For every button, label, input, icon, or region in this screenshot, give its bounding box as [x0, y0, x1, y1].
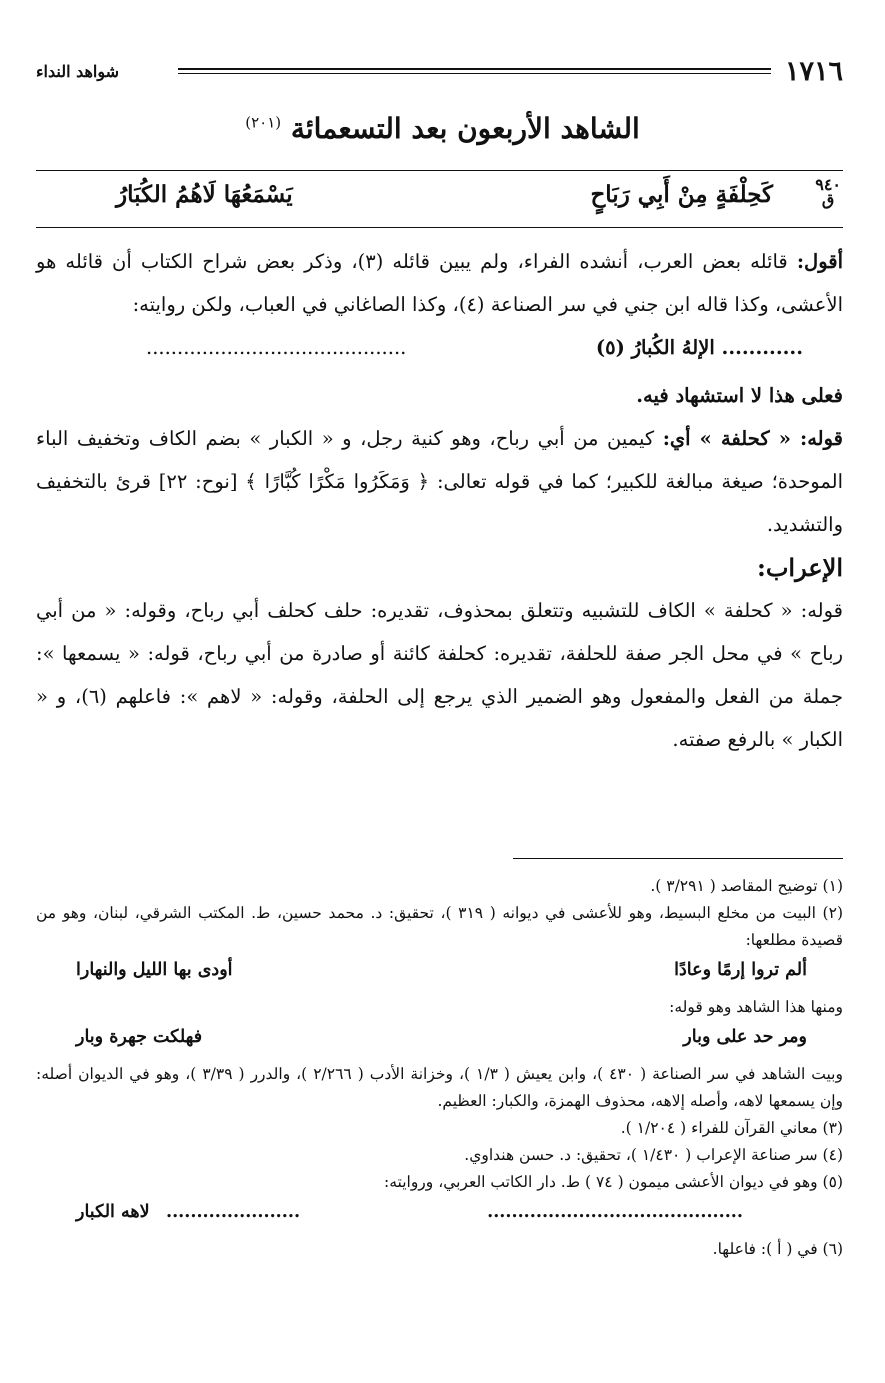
paragraph-1 — [36, 240, 843, 326]
footnote-2-verse-2a: ومر حد على وبار — [683, 1027, 807, 1047]
footnote-2-verse-2 — [36, 1021, 843, 1061]
paragraph-4: قوله: « كحلفة » الكاف للتشبيه وتتعلق بمحذوف، تقديره: حلف كحلف أبي رباح، وقوله: « من أبي رباح » في محل الجر صفة للحلفة، تقديره: كحلفة كائنة أو صادرة من أبي رباح، قوله: « يسمعها »: جملة من الفعل والمفعول وهو الضمير الذي يرجع إلى الحلفة، وقوله: « لاهم »: فاعلهم (٦)، و « الكبار » بالرفع صفته. — [36, 599, 844, 751]
footnote-rule — [513, 858, 843, 859]
verse-number-value: ٩٤٠ — [815, 175, 841, 194]
paragraph-3-lead: قوله: « كحلفة » أي: — [662, 427, 844, 450]
paragraph-1-text: قائله بعض العرب، أنشده الفراء، ولم يبين قائله (٣)، وذكر بعض شراح الكتاب أن قائله هو الأعشى، وكذا قاله ابن جني في سر الصناعة (٤)، وكذا الصاغاني في العباب، ولكن روايته: — [36, 250, 843, 316]
footnote-3: (٣) معاني القرآن للفراء ( ١/٢٠٤ ). — [620, 1119, 843, 1137]
paragraph-3-text: كيمين من أبي رباح، وهو كنية رجل، و « الكبار » بضم الكاف وتخفيف الباء الموحدة؛ صيغة مبالغة للكبير؛ كما في قوله تعالى: ﴿ وَمَكَرُوا مَكْرًا كُبَّارًا ﴾ [نوح: ٢٢] قرئ بالتخفيف والتشديد. — [36, 427, 843, 536]
paragraph-3 — [36, 417, 843, 546]
section-title — [0, 112, 885, 145]
footnote-2-mid: ومنها هذا الشاهد وهو قوله: — [669, 998, 843, 1016]
footnote-5-dots-1: .......................................... — [487, 1202, 743, 1222]
paragraph-1-lead: أقول: — [796, 250, 844, 273]
alt-reading-text: الإلهُ الكُبارُ (٥) — [595, 336, 715, 359]
footnote-5: (٥) وهو في ديوان الأعشى ميمون ( ٧٤ ) ط. دار الكاتب العربي، وروايته: — [383, 1173, 843, 1191]
main-text — [36, 240, 843, 761]
footnote-5-verse-text: لاهه الكبار — [76, 1202, 150, 1222]
footnote-2-verse-1 — [36, 954, 843, 994]
title-note-ref: (٢٠١) — [245, 113, 282, 132]
verse-number — [815, 177, 841, 207]
running-title: شواهد النداء — [36, 62, 120, 81]
verse-hemistich-2: يَسْمَعُهَا لَاهُمُ الكُبَارُ — [116, 181, 293, 208]
footnote-2-verse-1b: أودى بها الليل والنهارا — [76, 960, 233, 980]
footnote-4: (٤) سر صناعة الإعراب ( ١/٤٣٠ )، تحقيق: د. حسن هنداوي. — [464, 1146, 843, 1164]
alt-reading-dots: ............ — [721, 336, 803, 359]
footnote-1: (١) توضيح المقاصد ( ٣/٢٩١ ). — [650, 877, 843, 895]
footnote-2-verse-2b: فهلكت جهرة وبار — [76, 1027, 203, 1047]
verse-meter: ق — [821, 190, 835, 209]
verse-hemistich-1: كَحِلْفَةٍ مِنْ أَبِي رَبَاحٍ — [590, 181, 773, 208]
alternate-reading-line — [36, 326, 843, 374]
page-header — [36, 56, 843, 90]
footnote-6: (٦) في ( أ ): فاعلها. — [712, 1240, 843, 1258]
footnote-2-verse-1a: ألم تروا إرمًا وعادًا — [674, 960, 807, 980]
footnote-2-end: وبيت الشاهد في سر الصناعة ( ٤٣٠ )، وابن يعيش ( ١/٣ )، وخزانة الأدب ( ٢/٢٦٦ )، والدرر ( ٣/٣٩ )، وهو في الديوان أصله: وإن يسمعها لاهه، وأصله إلاهه، محذوف الهمزة، والكبار: العظيم. — [36, 1065, 843, 1110]
footnote-2: (٢) البيت من مخلع البسيط، وهو للأعشى في ديوانه ( ٣١٩ )، تحقيق: د. محمد حسين، ط. المكتب الشرقي، لبنان، وهو من قصيدة مطلعها: — [36, 904, 843, 949]
footnote-5-dots-2: ...................... — [166, 1202, 301, 1222]
verse-box — [36, 170, 843, 228]
header-rule — [178, 68, 771, 74]
paragraph-2: فعلى هذا لا استشهاد فيه. — [636, 384, 843, 407]
alt-reading — [596, 326, 803, 369]
irab-heading: الإعراب: — [756, 553, 843, 582]
page-number: ١٧١٦ — [784, 56, 843, 87]
section-title-text: الشاهد الأربعون بعد التسعمائة — [290, 112, 640, 145]
footnote-5-verse — [36, 1196, 843, 1236]
footnotes — [36, 873, 843, 1263]
alt-reading-dots-long: .......................................... — [146, 336, 407, 359]
